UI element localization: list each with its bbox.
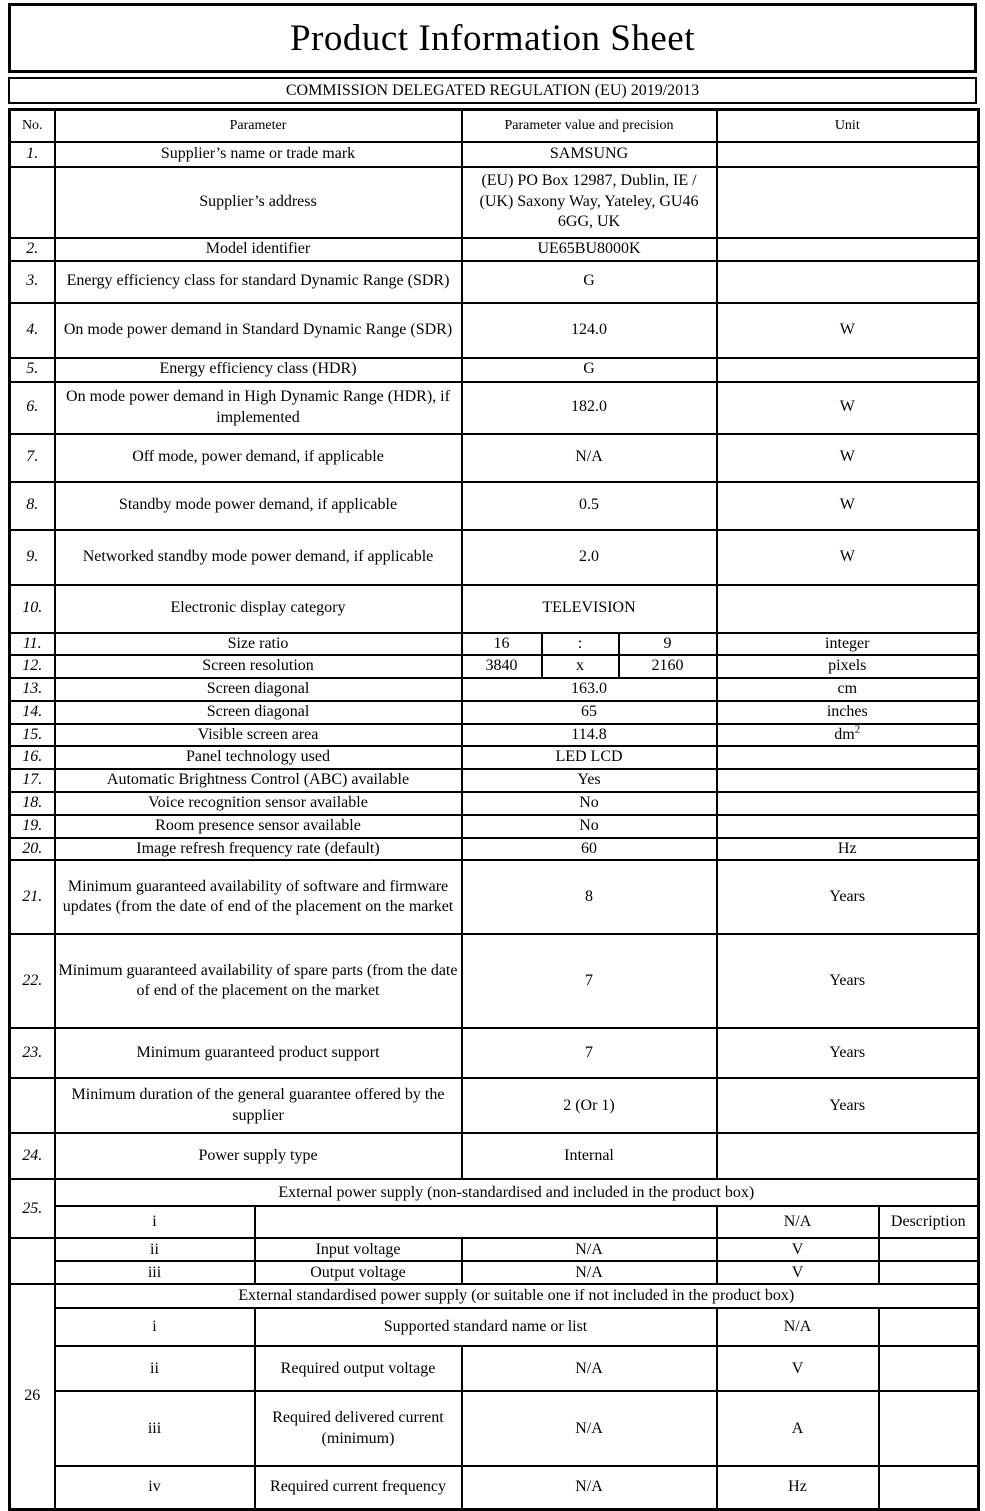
table-row bbox=[10, 655, 979, 678]
value-cell: (EU) PO Box 12987, Dublin, IE / (UK) Saxony Way, Yateley, GU46 6GG, UK bbox=[462, 167, 717, 238]
value-cell: 182.0 bbox=[462, 382, 717, 434]
row-number-cell: 26 bbox=[10, 1284, 55, 1509]
row-number-cell: 18. bbox=[10, 792, 55, 815]
section-26-row-iii bbox=[10, 1391, 979, 1466]
section-25-row-i bbox=[10, 1206, 979, 1238]
section-25-row-iii bbox=[10, 1261, 979, 1284]
parameter-cell: Minimum duration of the general guarantee offered by the supplier bbox=[55, 1078, 462, 1133]
parameter-cell: Room presence sensor available bbox=[55, 815, 462, 838]
row-number-cell: 4. bbox=[10, 303, 55, 358]
unit-cell bbox=[717, 358, 979, 382]
value-cell: SAMSUNG bbox=[462, 142, 717, 167]
parameter-cell: Networked standby mode power demand, if applicable bbox=[55, 530, 462, 585]
description-cell bbox=[879, 1346, 979, 1391]
parameter-cell: Screen diagonal bbox=[55, 678, 462, 701]
value-cell-left: 16 bbox=[462, 633, 542, 656]
row-number-cell: 20. bbox=[10, 838, 55, 861]
col-header-unit: Unit bbox=[717, 110, 979, 142]
parameter-cell: Screen diagonal bbox=[55, 701, 462, 724]
sub-index-cell: ii bbox=[55, 1346, 255, 1391]
unit-cell: W bbox=[717, 434, 979, 482]
unit-cell: W bbox=[717, 530, 979, 585]
table-row bbox=[10, 934, 979, 1028]
row-number-cell: 2. bbox=[10, 238, 55, 261]
parameter-cell: Minimum guaranteed availability of spare parts (from the date of end of the placement on the market bbox=[55, 934, 462, 1028]
table-row bbox=[10, 303, 979, 358]
sub-parameter-cell: Supported standard name or list bbox=[255, 1308, 717, 1346]
unit-cell: Years bbox=[717, 860, 979, 934]
parameter-cell: Image refresh frequency rate (default) bbox=[55, 838, 462, 861]
section-26-row-iv bbox=[10, 1466, 979, 1509]
parameter-cell: Supplier’s address bbox=[55, 167, 462, 238]
unit-cell bbox=[717, 792, 979, 815]
unit-cell: Years bbox=[717, 934, 979, 1028]
unit-cell: V bbox=[717, 1261, 879, 1284]
parameter-cell: On mode power demand in High Dynamic Range (HDR), if implemented bbox=[55, 382, 462, 434]
parameter-cell: Model identifier bbox=[55, 238, 462, 261]
value-cell-right: 2160 bbox=[619, 655, 717, 678]
unit-cell bbox=[717, 261, 979, 303]
table-row bbox=[10, 1078, 979, 1133]
value-cell: 7 bbox=[462, 1028, 717, 1078]
value-cell: 2.0 bbox=[462, 530, 717, 585]
unit-cell: W bbox=[717, 382, 979, 434]
row-number-cell: 1. bbox=[10, 142, 55, 167]
value-cell: G bbox=[462, 261, 717, 303]
parameter-cell: Energy efficiency class for standard Dynamic Range (SDR) bbox=[55, 261, 462, 303]
table-row bbox=[10, 434, 979, 482]
value-cell: No bbox=[462, 815, 717, 838]
value-cell-left: 3840 bbox=[462, 655, 542, 678]
description-cell bbox=[879, 1238, 979, 1261]
value-cell: 2 (Or 1) bbox=[462, 1078, 717, 1133]
description-cell bbox=[879, 1308, 979, 1346]
sub-index-cell: ii bbox=[55, 1238, 255, 1261]
value-cell: 124.0 bbox=[462, 303, 717, 358]
parameter-cell: Minimum guaranteed product support bbox=[55, 1028, 462, 1078]
value-cell: UE65BU8000K bbox=[462, 238, 717, 261]
section-26-row-i bbox=[10, 1308, 979, 1346]
row-number-cell: 22. bbox=[10, 934, 55, 1028]
sub-index-cell: iii bbox=[55, 1261, 255, 1284]
row-number-cell: 17. bbox=[10, 769, 55, 792]
unit-cell: N/A bbox=[717, 1206, 879, 1238]
parameter-cell: Standby mode power demand, if applicable bbox=[55, 482, 462, 530]
row-number-cell: 11. bbox=[10, 633, 55, 656]
section-header-cell: External power supply (non-standardised and included in the product box) bbox=[55, 1179, 979, 1206]
value-cell: N/A bbox=[462, 1346, 717, 1391]
unit-cell: N/A bbox=[717, 1308, 879, 1346]
col-header-no: No. bbox=[10, 110, 55, 142]
row-number-cell: 25. bbox=[10, 1179, 55, 1238]
row-number-cell: 16. bbox=[10, 746, 55, 769]
table-row bbox=[10, 746, 979, 769]
unit-cell bbox=[717, 746, 979, 769]
section-25-header-row bbox=[10, 1179, 979, 1206]
sub-parameter-cell: Output voltage bbox=[255, 1261, 462, 1284]
table-row bbox=[10, 261, 979, 303]
parameter-cell: Power supply type bbox=[55, 1133, 462, 1179]
unit-cell: V bbox=[717, 1346, 879, 1391]
sub-parameter-cell: Required delivered current (minimum) bbox=[255, 1391, 462, 1466]
row-number-cell: 24. bbox=[10, 1133, 55, 1179]
page-title: Product Information Sheet bbox=[289, 17, 696, 59]
section-26-header-row bbox=[10, 1284, 979, 1308]
parameter-cell: Size ratio bbox=[55, 633, 462, 656]
unit-cell bbox=[717, 142, 979, 167]
value-cell: 114.8 bbox=[462, 724, 717, 747]
row-number-cell: 3. bbox=[10, 261, 55, 303]
col-header-parameter: Parameter bbox=[55, 110, 462, 142]
unit-cell: inches bbox=[717, 701, 979, 724]
unit-cell: Hz bbox=[717, 1466, 879, 1509]
unit-cell: cm bbox=[717, 678, 979, 701]
parameter-cell: Automatic Brightness Control (ABC) available bbox=[55, 769, 462, 792]
row-number-cell: 21. bbox=[10, 860, 55, 934]
value-cell: 65 bbox=[462, 701, 717, 724]
value-cell: N/A bbox=[462, 1261, 717, 1284]
value-cell: 163.0 bbox=[462, 678, 717, 701]
row-number-cell: 19. bbox=[10, 815, 55, 838]
sub-index-cell: i bbox=[55, 1308, 255, 1346]
unit-superscript: 2 bbox=[854, 723, 861, 736]
unit-base: dm bbox=[834, 725, 855, 743]
title-box bbox=[8, 3, 977, 73]
table-row bbox=[10, 1133, 979, 1179]
value-cell: 7 bbox=[462, 934, 717, 1028]
unit-cell bbox=[717, 238, 979, 261]
table-row bbox=[10, 815, 979, 838]
description-cell bbox=[879, 1261, 979, 1284]
row-number-cell: 8. bbox=[10, 482, 55, 530]
value-cell: No bbox=[462, 792, 717, 815]
table-row bbox=[10, 792, 979, 815]
section-header-cell: External standardised power supply (or suitable one if not included in the product box) bbox=[55, 1284, 979, 1308]
table-row bbox=[10, 585, 979, 633]
unit-cell: pixels bbox=[717, 655, 979, 678]
value-cell-separator: : bbox=[542, 633, 619, 656]
table-row bbox=[10, 382, 979, 434]
row-number-cell: 6. bbox=[10, 382, 55, 434]
unit-cell bbox=[717, 167, 979, 238]
row-number-cell: 13. bbox=[10, 678, 55, 701]
table-row bbox=[10, 482, 979, 530]
sub-parameter-cell: Required output voltage bbox=[255, 1346, 462, 1391]
row-number-cell: 23. bbox=[10, 1028, 55, 1078]
regulation-subtitle: COMMISSION DELEGATED REGULATION (EU) 2019/2013 bbox=[8, 77, 977, 104]
table-row bbox=[10, 142, 979, 167]
table-row bbox=[10, 530, 979, 585]
parameter-cell: Screen resolution bbox=[55, 655, 462, 678]
table-row bbox=[10, 724, 979, 747]
table-row bbox=[10, 167, 979, 238]
sub-index-cell: iii bbox=[55, 1391, 255, 1466]
value-cell: Yes bbox=[462, 769, 717, 792]
parameter-cell: Voice recognition sensor available bbox=[55, 792, 462, 815]
merged-empty-cell bbox=[255, 1206, 717, 1238]
unit-cell: V bbox=[717, 1238, 879, 1261]
table-row bbox=[10, 769, 979, 792]
unit-cell: Years bbox=[717, 1028, 979, 1078]
unit-cell bbox=[717, 585, 979, 633]
row-number-cell bbox=[10, 167, 55, 238]
unit-cell: A bbox=[717, 1391, 879, 1466]
parameter-cell: Visible screen area bbox=[55, 724, 462, 747]
parameter-cell: On mode power demand in Standard Dynamic Range (SDR) bbox=[55, 303, 462, 358]
row-number-cell: 9. bbox=[10, 530, 55, 585]
value-cell: N/A bbox=[462, 1466, 717, 1509]
table-row bbox=[10, 1028, 979, 1078]
value-cell: LED LCD bbox=[462, 746, 717, 769]
value-cell: N/A bbox=[462, 434, 717, 482]
unit-cell: Hz bbox=[717, 838, 979, 861]
value-cell: 0.5 bbox=[462, 482, 717, 530]
row-number-cell: 10. bbox=[10, 585, 55, 633]
row-number-cell bbox=[10, 1238, 55, 1284]
unit-cell: W bbox=[717, 303, 979, 358]
unit-cell: W bbox=[717, 482, 979, 530]
table-row bbox=[10, 860, 979, 934]
value-cell-right: 9 bbox=[619, 633, 717, 656]
value-cell: 60 bbox=[462, 838, 717, 861]
row-number-cell: 14. bbox=[10, 701, 55, 724]
parameter-cell: Minimum guaranteed availability of software and firmware updates (from the date of end of the placement on the market bbox=[55, 860, 462, 934]
row-number-cell bbox=[10, 1078, 55, 1133]
unit-cell: integer bbox=[717, 633, 979, 656]
unit-cell: Years bbox=[717, 1078, 979, 1133]
unit-cell bbox=[717, 724, 979, 747]
value-cell: G bbox=[462, 358, 717, 382]
value-cell: Internal bbox=[462, 1133, 717, 1179]
product-parameters-table bbox=[8, 108, 980, 1511]
parameter-cell: Supplier’s name or trade mark bbox=[55, 142, 462, 167]
description-cell bbox=[879, 1391, 979, 1466]
sub-parameter-cell: Required current frequency bbox=[255, 1466, 462, 1509]
row-number-cell: 7. bbox=[10, 434, 55, 482]
table-row bbox=[10, 633, 979, 656]
section-25-row-ii bbox=[10, 1238, 979, 1261]
value-cell: 8 bbox=[462, 860, 717, 934]
unit-cell bbox=[717, 1133, 979, 1179]
row-number-cell: 15. bbox=[10, 724, 55, 747]
description-cell bbox=[879, 1466, 979, 1509]
sub-index-cell: i bbox=[55, 1206, 255, 1238]
parameter-cell: Energy efficiency class (HDR) bbox=[55, 358, 462, 382]
sub-parameter-cell: Input voltage bbox=[255, 1238, 462, 1261]
parameter-cell: Panel technology used bbox=[55, 746, 462, 769]
row-number-cell: 5. bbox=[10, 358, 55, 382]
table-header-row bbox=[10, 110, 979, 142]
table-row bbox=[10, 678, 979, 701]
description-cell: Description bbox=[879, 1206, 979, 1238]
unit-cell bbox=[717, 815, 979, 838]
parameter-cell: Off mode, power demand, if applicable bbox=[55, 434, 462, 482]
unit-cell bbox=[717, 769, 979, 792]
value-cell: N/A bbox=[462, 1391, 717, 1466]
table-row bbox=[10, 701, 979, 724]
table-row bbox=[10, 358, 979, 382]
table-row bbox=[10, 838, 979, 861]
section-26-row-ii bbox=[10, 1346, 979, 1391]
table-row bbox=[10, 238, 979, 261]
row-number-cell: 12. bbox=[10, 655, 55, 678]
value-cell: N/A bbox=[462, 1238, 717, 1261]
sub-index-cell: iv bbox=[55, 1466, 255, 1509]
value-cell: TELEVISION bbox=[462, 585, 717, 633]
parameter-cell: Electronic display category bbox=[55, 585, 462, 633]
value-cell-separator: x bbox=[542, 655, 619, 678]
col-header-value: Parameter value and precision bbox=[462, 110, 717, 142]
